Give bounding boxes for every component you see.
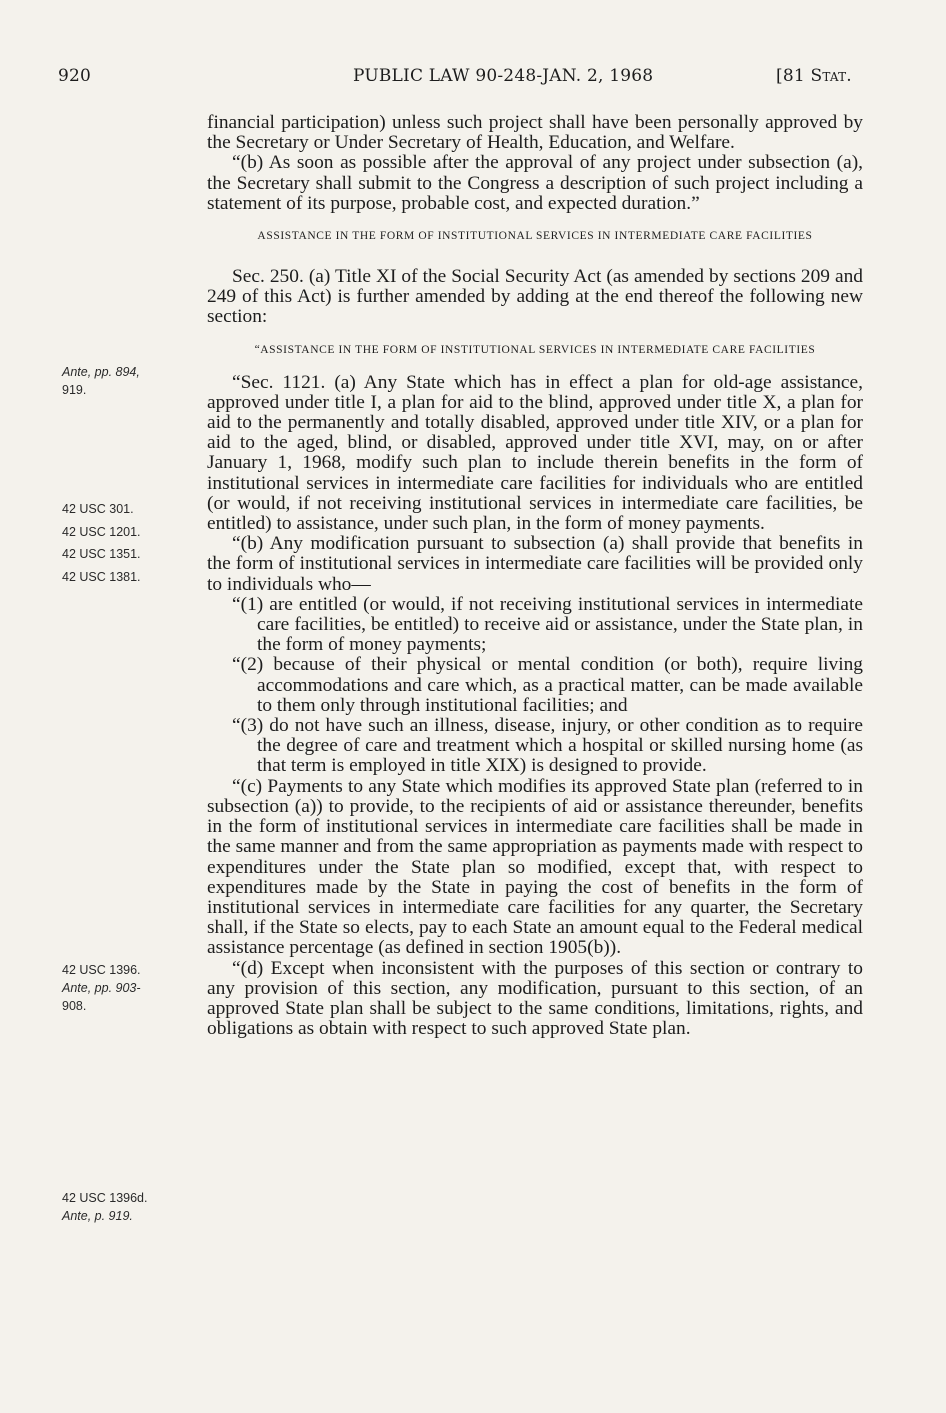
statute-reference: [81 Stat. — [776, 66, 852, 86]
margin-note-line: Ante, pp. 894, — [62, 365, 140, 379]
section-heading: ASSISTANCE IN THE FORM OF INSTITUTIONAL SERVICES IN INTERMEDIATE CARE FACILITIES — [257, 230, 813, 243]
paragraph-sec-1121-b: “(b) Any modification pursuant to subsection (a) shall provide that benefits in the form of institutional services in intermediate care facilities will be provided only to individuals who— — [207, 533, 863, 595]
body-text — [207, 113, 863, 1039]
paragraph-sec-1121-c: “(c) Payments to any State which modifies its approved State plan (referred to in subsection (a)) to provide, to the recipients of aid or assistance thereunder, benefits in the form of institutional services in intermediate care facilities shall be made in the same manner and from the same appropriation as payments made with respect to expenditures under the State plan so modified, except that, with respect to expenditures made by the State in paying the cost of benefits in the form of institutional services in intermediate care facilities for any quarter, the Secretary shall, if the State so elects, pay to each State an amount equal to the Federal medical assistance percentage (as defined in section 1905(b)). — [207, 775, 863, 959]
margin-note-line: 42 USC 301. — [62, 502, 134, 516]
margin-note-ante-894 — [62, 364, 192, 400]
paragraph-b-2: “(2) because of their physical or mental condition (or both), require living accommodations and care which, as a practical matter, can be made available to them only through institutional facilities; and — [232, 654, 863, 716]
margin-note-line: 42 USC 1396d. — [62, 1191, 148, 1205]
margin-note-line: 42 USC 1351. — [62, 547, 141, 561]
margin-note-line: 42 USC 1201. — [62, 524, 141, 539]
margin-note-usc-1396 — [62, 962, 192, 1015]
margin-note-usc-1396d — [62, 1190, 192, 1226]
paragraph-b-3: “(3) do not have such an illness, disease, injury, or other condition as to require the degree of care and treatment which a hospital or skilled nursing home (as that term is employed in title XIX) is designed to provide. — [232, 715, 863, 777]
paragraph-b-1: “(1) are entitled (or would, if not receiving institutional services in intermediate care facilities, be entitled) to receive aid or assistance, under the State plan, in the form of money payments; — [232, 593, 863, 656]
margin-note-line: 908. — [62, 998, 87, 1013]
page-number: 920 — [58, 66, 92, 86]
inserted-section-heading: “ASSISTANCE IN THE FORM OF INSTITUTIONAL SERVICES IN INTERMEDIATE CARE FACILITIES — [254, 343, 816, 356]
paragraph-b-report: “(b) As soon as possible after the approval of any project under subsection (a), the Secretary shall submit to the Congress a description of such project including a statement of its purpose, probable cost, and expected duration.” — [207, 152, 863, 214]
paragraph-sec-250: Sec. 250. (a) Title XI of the Social Security Act (as amended by sections 209 and 249 of this Act) is further amended by adding at the end thereof the following new section: — [207, 266, 863, 328]
margin-note-line: 919. — [62, 382, 87, 397]
paragraph-sec-1121-a: “Sec. 1121. (a) Any State which has in effect a plan for old-age assistance, approved under title I, a plan for aid to the blind, approved under title X, a plan for aid to the permanently and totally disabled, approved under title XIV, or a plan for aid to the aged, blind, or disabled, approved under title XVI, may, on or after January 1, 1968, modify such plan to include therein benefits in the form of institutional services in intermediate care facilities for individuals who are entitled (or would, if not receiving institutional services in intermediate care facilities, be entitled) to assistance, under such plan, in the form of money payments. — [207, 371, 863, 535]
margin-note-line: 42 USC 1381. — [62, 569, 141, 584]
margin-note-line: Ante, pp. 903- — [62, 980, 141, 995]
margin-note-usc-refs — [62, 498, 192, 588]
paragraph-intro: financial participation) unless such project shall have been personally approved by the Secretary or Under Secretary of Health, Education, and Welfare. — [207, 112, 863, 154]
margin-note-line: 42 USC 1396. — [62, 963, 141, 977]
running-title: PUBLIC LAW 90-248-JAN. 2, 1968 — [353, 66, 654, 86]
margin-note-line: Ante, p. 919. — [62, 1208, 133, 1223]
paragraph-sec-1121-d: “(d) Except when inconsistent with the purposes of this section or contrary to any provision of this section, any modification, pursuant to this section, of an approved State plan shall be subject to the same conditions, limitations, rights, and obligations as obtain with respect to such approved State plan. — [207, 957, 863, 1040]
